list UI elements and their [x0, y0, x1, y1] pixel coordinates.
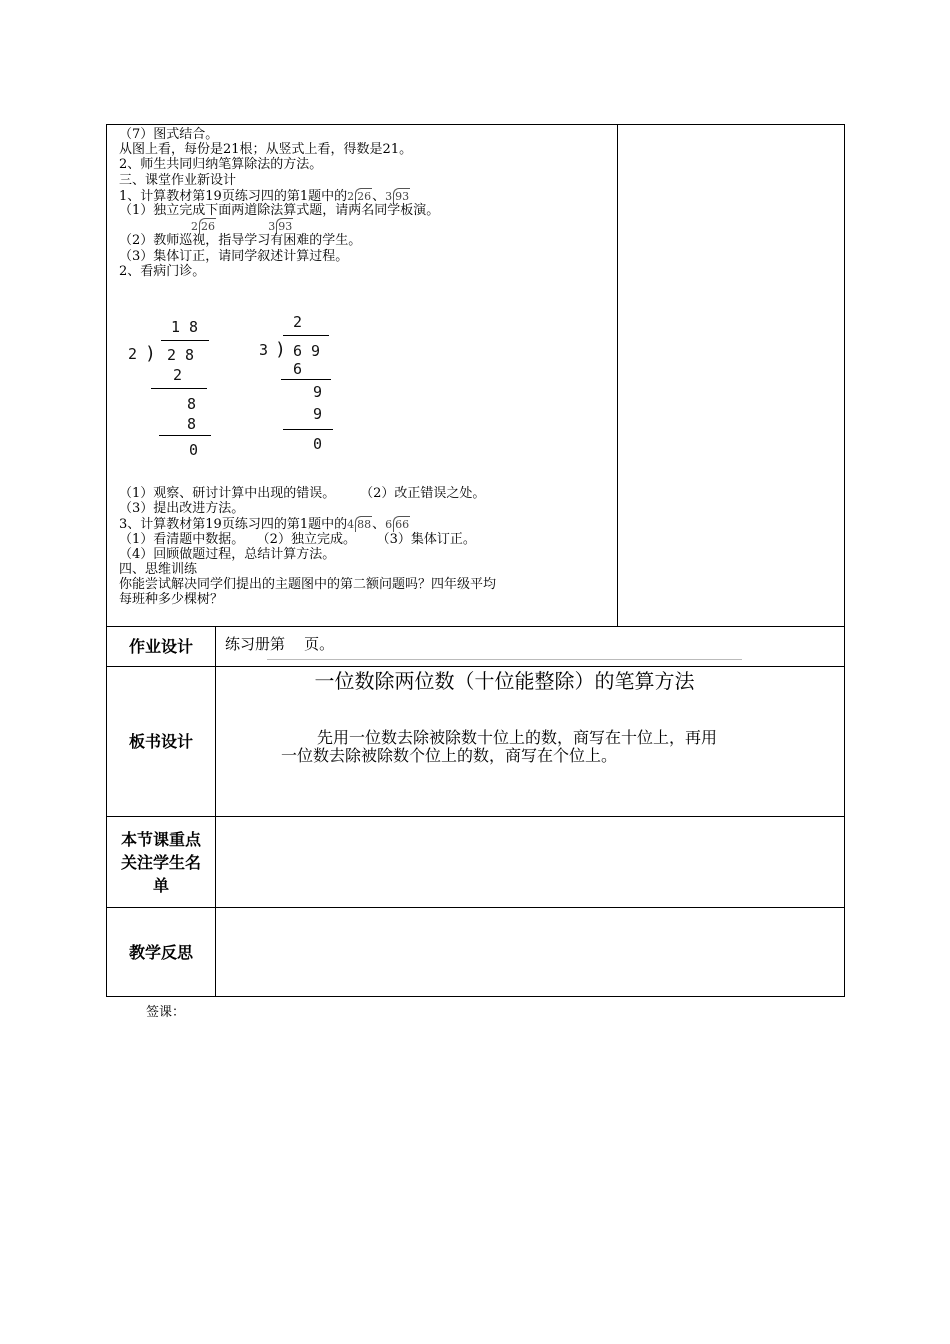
division-bracket-top: [283, 335, 329, 336]
label-divider-vertical: [215, 626, 216, 997]
step-text: 3、计算教材第19页练习四的第1题中的: [119, 517, 348, 533]
separator: 、: [372, 188, 386, 204]
lesson-steps-continued: [119, 486, 619, 608]
board-body: 先用一位数去除被除数十位上的数，商写在十位上，再用一位数去除被除数个位上的数，商写在个位上。: [281, 728, 718, 765]
board-title: 一位数除两位数（十位能整除）的笔算方法: [314, 669, 695, 693]
sign-label: 签课：: [146, 1005, 186, 1020]
step-line: 从图上看，每份是21根；从竖式上看，得数是21。: [119, 142, 413, 158]
board-design: [267, 665, 742, 805]
remainder: 0: [313, 435, 323, 453]
division-bracket-top: [161, 340, 209, 341]
long-division-a: [125, 318, 225, 468]
step-line: （3）集体订正，请同学叙述计算过程。: [119, 248, 349, 264]
bracket: ): [275, 339, 286, 360]
step-line: 2、师生共同归纳笔算除法的方法。: [119, 157, 323, 173]
focus-label: 本节课重点关注学生名单: [121, 829, 202, 895]
step-line: （2）教师巡视，指导学习有困难的学生。: [119, 233, 362, 249]
homework-text: 练习册第 页。: [225, 635, 335, 653]
partial-remainder: 8: [187, 395, 197, 413]
step-line: （3）提出改进方法。: [119, 501, 245, 517]
step-line: 每班种多少棵树？: [119, 592, 224, 608]
step-line: （4）回顾做题过程，总结计算方法。: [119, 546, 336, 562]
board-label: 板书设计: [128, 732, 193, 751]
row-line-4: [107, 907, 844, 908]
inline-division: 2 26: [347, 189, 372, 203]
step-line: 三、课堂作业新设计: [119, 172, 237, 188]
board-top-rule: [267, 659, 742, 660]
board-divisions-line: [119, 218, 619, 233]
divisor: 3: [259, 341, 269, 359]
step-text: 1、计算教材第19页练习四的第1题中的: [119, 188, 348, 204]
dividend: 6 9: [293, 342, 321, 360]
lesson-steps: [119, 127, 619, 279]
step-line: （1）观察、研讨计算中出现的错误。 （2）改正错误之处。: [119, 486, 486, 501]
step-line: （1）独立完成下面两道除法算式题，请两名同学板演。: [119, 202, 440, 218]
subtract-line: [281, 379, 331, 380]
step-line: 你能尝试解决同学们提出的主题图中的第二额问题吗？四年级平均: [119, 577, 497, 593]
partial-product: 9: [313, 405, 323, 423]
long-division-b: [257, 313, 357, 463]
inline-division: 3 93: [268, 220, 293, 234]
inline-division: 6 66: [385, 518, 410, 532]
bracket: ): [145, 343, 156, 364]
row-line-1: [107, 626, 844, 627]
step-line-with-divisions: [119, 188, 619, 203]
inline-division: 2 26: [191, 220, 215, 234]
homework-label: 作业设计: [128, 637, 193, 656]
subtract-line: [159, 435, 211, 436]
step-line: （7）图式结合。: [119, 127, 219, 142]
quotient: 1 8: [171, 318, 199, 336]
step-line: 2、看病门诊。: [119, 263, 206, 279]
separator: 、: [372, 517, 386, 533]
row-line-3: [107, 816, 844, 817]
partial-product: 8: [187, 415, 197, 433]
step-line-with-divisions: [119, 516, 619, 531]
remainder: 0: [189, 441, 199, 459]
quotient: 2: [293, 313, 303, 331]
inline-division: 4 88: [347, 518, 372, 532]
step-line: 四、思维训练: [119, 561, 198, 577]
divisor: 2: [128, 345, 138, 363]
partial-product: 6: [293, 360, 303, 378]
dividend: 2 8: [167, 346, 195, 364]
reflection-label: 教学反思: [128, 943, 193, 962]
partial-product: 2: [173, 366, 183, 384]
lesson-plan-table: [106, 124, 845, 997]
inline-division: 3 93: [385, 189, 410, 203]
subtract-line: [151, 388, 207, 389]
step-line: （1）看清题中数据。 （2）独立完成。 （3）集体订正。: [119, 531, 476, 547]
partial-remainder: 9: [313, 383, 323, 401]
subtract-line: [283, 429, 333, 430]
